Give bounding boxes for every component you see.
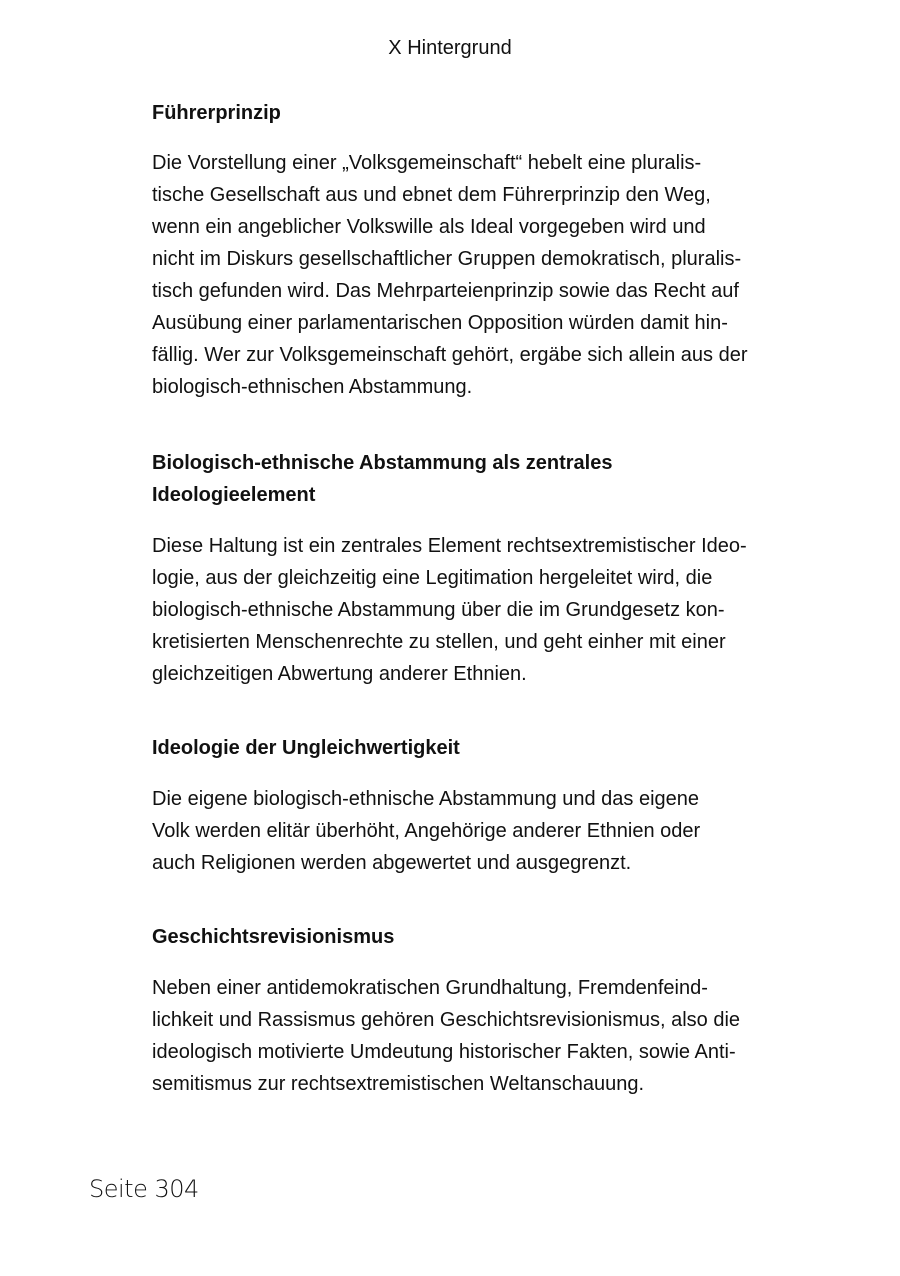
heading-line: Führerprinzip	[152, 102, 281, 124]
paragraph-line: semitismus zur rechtsextremistischen Weltanschauung.	[152, 1073, 645, 1095]
paragraph-line: Die eigene biologisch-ethnische Abstammung und das eigene	[152, 788, 700, 810]
paragraph-line: kretisierten Menschenrechte zu stellen, und geht einher mit einer	[152, 631, 726, 653]
section-heading-abstammung	[152, 447, 812, 511]
heading-line: Ideologie der Ungleichwertigkeit	[152, 737, 460, 759]
section-paragraph-abstammung	[152, 530, 812, 690]
paragraph-line: Diese Haltung ist ein zentrales Element rechtsextremistischer Ideo-	[152, 535, 747, 557]
paragraph-line: wenn ein angeblicher Volkswille als Ideal vorgegeben wird und	[152, 216, 706, 238]
section-paragraph-ungleichwertigkeit	[152, 783, 812, 879]
page-number: Seite 304	[89, 1175, 199, 1203]
paragraph-line: auch Religionen werden abgewertet und ausgegrenzt.	[152, 852, 632, 874]
paragraph-line: Ausübung einer parlamentarischen Opposition würden damit hin-	[152, 312, 728, 334]
section-heading-ungleichwertigkeit	[152, 732, 812, 764]
paragraph-line: biologisch-ethnischen Abstammung.	[152, 376, 473, 398]
heading-line: Ideologieelement	[152, 484, 316, 506]
paragraph-line: Neben einer antidemokratischen Grundhaltung, Fremdenfeind-	[152, 977, 708, 999]
paragraph-line: tische Gesellschaft aus und ebnet dem Führerprinzip den Weg,	[152, 184, 711, 206]
paragraph-line: lichkeit und Rassismus gehören Geschichtsrevisionismus, also die	[152, 1009, 741, 1031]
paragraph-line: biologisch-ethnische Abstammung über die im Grundgesetz kon-	[152, 599, 725, 621]
heading-line: Biologisch-ethnische Abstammung als zentrales	[152, 452, 613, 474]
running-header-title: X Hintergrund	[388, 37, 512, 59]
section-paragraph-fuehrerprinzip	[152, 147, 812, 403]
paragraph-line: nicht im Diskurs gesellschaftlicher Gruppen demokratisch, pluralis-	[152, 248, 742, 270]
paragraph-line: tisch gefunden wird. Das Mehrparteienprinzip sowie das Recht auf	[152, 280, 739, 302]
paragraph-line: fällig. Wer zur Volksgemeinschaft gehört, ergäbe sich allein aus der	[152, 344, 748, 366]
section-paragraph-geschichtsrevisionismus	[152, 972, 812, 1100]
paragraph-line: Die Vorstellung einer „Volksgemeinschaft“ hebelt eine pluralis-	[152, 152, 702, 174]
paragraph-line: gleichzeitigen Abwertung anderer Ethnien.	[152, 663, 527, 685]
paragraph-line: ideologisch motivierte Umdeutung historischer Fakten, sowie Anti-	[152, 1041, 736, 1063]
heading-line: Geschichtsrevisionismus	[152, 926, 395, 948]
section-heading-geschichtsrevisionismus	[152, 921, 812, 953]
paragraph-line: logie, aus der gleichzeitig eine Legitimation hergeleitet wird, die	[152, 567, 713, 589]
section-heading-fuehrerprinzip	[152, 97, 812, 129]
paragraph-line: Volk werden elitär überhöht, Angehörige anderer Ethnien oder	[152, 820, 701, 842]
